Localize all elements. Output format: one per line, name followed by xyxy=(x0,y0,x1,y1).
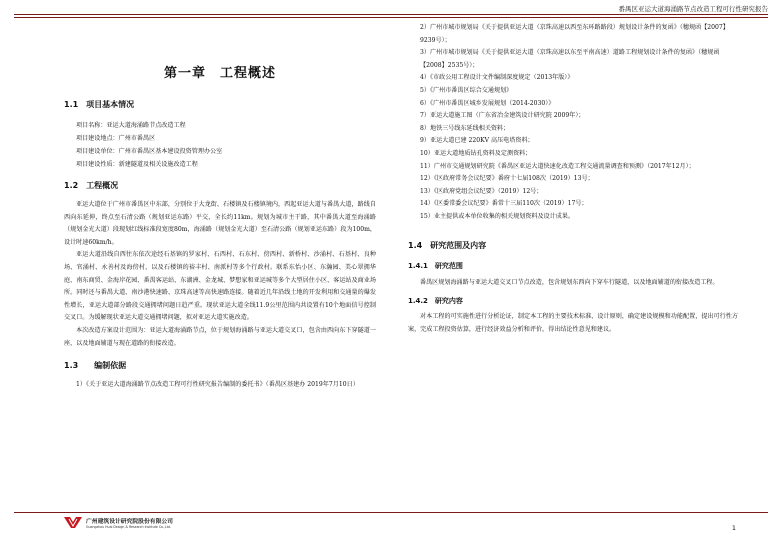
project-unit: 项目建设单位：广州市番禺区基本建设投资管理办公室 xyxy=(76,148,223,155)
reference-item: 1）《关于亚运大道海涌路节点改造工程可行性研究报告编制的委托书》（番禺区基建办 2019年7月10日） xyxy=(76,381,359,389)
company-name-cn: 广州建筑设计研究院股份有限公司 xyxy=(86,519,173,525)
logo-mark-icon xyxy=(64,516,82,529)
reference-item: 9）亚运大道已建 220KV 高压电塔资料； xyxy=(420,137,534,145)
reference-item: 12）《区政府常务会议纪要》番府十七届108次（2019）13号； xyxy=(420,175,594,183)
project-location: 项目建设地点：广州市番禺区 xyxy=(76,135,156,142)
overview-paragraph-3: 本次改造方案设计范围为：亚运大道海涌路节点，位于规划海涌路与亚运大道交叉口，包含由西向东下穿隧道一座，以及地面辅道与现在道路的衔接改造。 xyxy=(64,326,376,347)
overview-paragraph-1: 亚运大道位于广州市番禺区中东部，分别位于大龙街、石楼镇及石楼镇境内，西起亚运大道与番禺大道，路线自西向东延伸，终点至石清公路（规划亚运东路）平交，全长约11km。规划为城市主干路，其中番禺大道至海涌路（规划金光大道）段现划红线标准段宽度80m，海涌路（规划金光大道）至石清公路（规划亚运东路）段为100m，设计时速60km/h。 xyxy=(64,201,376,246)
reference-item: 8）地铁三号线东延线相关资料； xyxy=(420,124,510,132)
header-rule-thick xyxy=(14,14,768,15)
research-scope-text: 番禺区规划海涌路与亚运大道交叉口节点改造，包含规划东西向下穿车行隧道，以及地面辅道的衔接改造工程。 xyxy=(420,278,719,286)
header-title: 番禺区亚运大道海涌路节点改造工程可行性研究报告 xyxy=(618,5,768,13)
reference-item: 3）广州市城市规划局《关于提供亚运大道（京珠高速以东至平南高速）道路工程规划设计条件的复函》（穗规函【2008】2535号）； xyxy=(420,49,720,69)
section-heading-1-3: 1.3 编制依据 xyxy=(64,361,127,371)
section-heading-1-2: 1.2 工程概况 xyxy=(64,181,119,190)
right-column xyxy=(408,22,738,336)
chapter-title: 第一章 工程概述 xyxy=(163,66,276,81)
reference-item: 7）亚运大道施工图（广东省冶金建筑设计研究院 2009年）； xyxy=(420,112,585,120)
reference-item: 5）《广州市番禺区综合交通规划》 xyxy=(420,86,513,94)
reference-item: 14）《区委常委会议纪要》番常十三届110次（2019）17号； xyxy=(420,200,588,208)
section-heading-1-1: 1.1 项目基本情况 xyxy=(64,100,135,109)
header-rule-thin xyxy=(14,17,768,18)
reference-item: 13）《区政府党组会议纪要》（2019）12号； xyxy=(420,187,543,195)
overview-paragraph-2: 亚运大道沿线自西往东依次途经石基镇的罗家村、石西村、石东村、傍西村、新桥村、沙涌村、石基村、良种场、官涌村、永善村及海傍村，以及石楼镇的裕丰村、南派村等多个行政村。联系东怡小区、东瀚园、美心翠拥华庭、南东商贸、金海岸花园、番禺客运站、东湖洲、金龙城、梦想家和亚运城等多个大型居住小区、客运站及商业场所。同时还与番禺大道、南沙港快速路、京珠高速等高快速路连接。随着近几年沿线土地的开发利用和交通量的爆发性增长，亚运大道部分路段交通拥堵问题日趋严重。现状亚运大道全线11.9公里范围内共设置有10个地面信号控制交叉口。为缓解现状亚运大道交通拥堵问题，拟对亚运大道实施改造。 xyxy=(64,251,376,322)
section-heading-1-4: 1.4 研究范围及内容 xyxy=(408,240,487,250)
project-name: 项目名称：亚运大道海涌路节点改造工程 xyxy=(76,122,186,129)
reference-item: 10）亚运大道地质钻孔资料及定测资料； xyxy=(420,149,532,157)
section-heading-1-4-2: 1.4.2 研究内容 xyxy=(408,297,463,306)
left-column xyxy=(64,22,376,392)
reference-item: 2）广州市城市规划局《关于提供亚运大道（京珠高速以西至东环路路段）规划设计条件的复函》（穗规函【2007】9239号）； xyxy=(420,24,729,44)
section-heading-1-4-1: 1.4.1 研究范围 xyxy=(408,261,463,270)
reference-item: 15）业主提供或本单位收集的相关规划资料及设计成果。 xyxy=(420,212,575,220)
footer-rule xyxy=(14,512,768,513)
project-nature: 项目建设性质：新建隧道及相关设施改造工程 xyxy=(76,161,198,168)
reference-item: 6）《广州市番禺区城乡发展规划（2014-2030）》 xyxy=(420,99,555,107)
company-logo xyxy=(64,516,173,529)
page-number: 1 xyxy=(731,524,736,532)
reference-item: 4）《市政公用工程设计文件编制深度规定（2013年版）》 xyxy=(420,74,574,82)
company-name-en: Guangzhou Huai Design & Research Institute Co.,Ltd. xyxy=(86,525,172,529)
reference-item: 11）广州市交通规划研究院《番禺区亚运大道快速化改造工程交通流量调查和预测》（2017年12月）； xyxy=(420,162,695,170)
research-content-text: 对本工程的可实施性进行分析论证，制定本工程的主要技术标准、设计原则，确定建设规模和功能配置，提出可行性方案，完成工程投资估算，进行经济效益分析和评价，得出结论性意见和建议。 xyxy=(408,313,738,333)
